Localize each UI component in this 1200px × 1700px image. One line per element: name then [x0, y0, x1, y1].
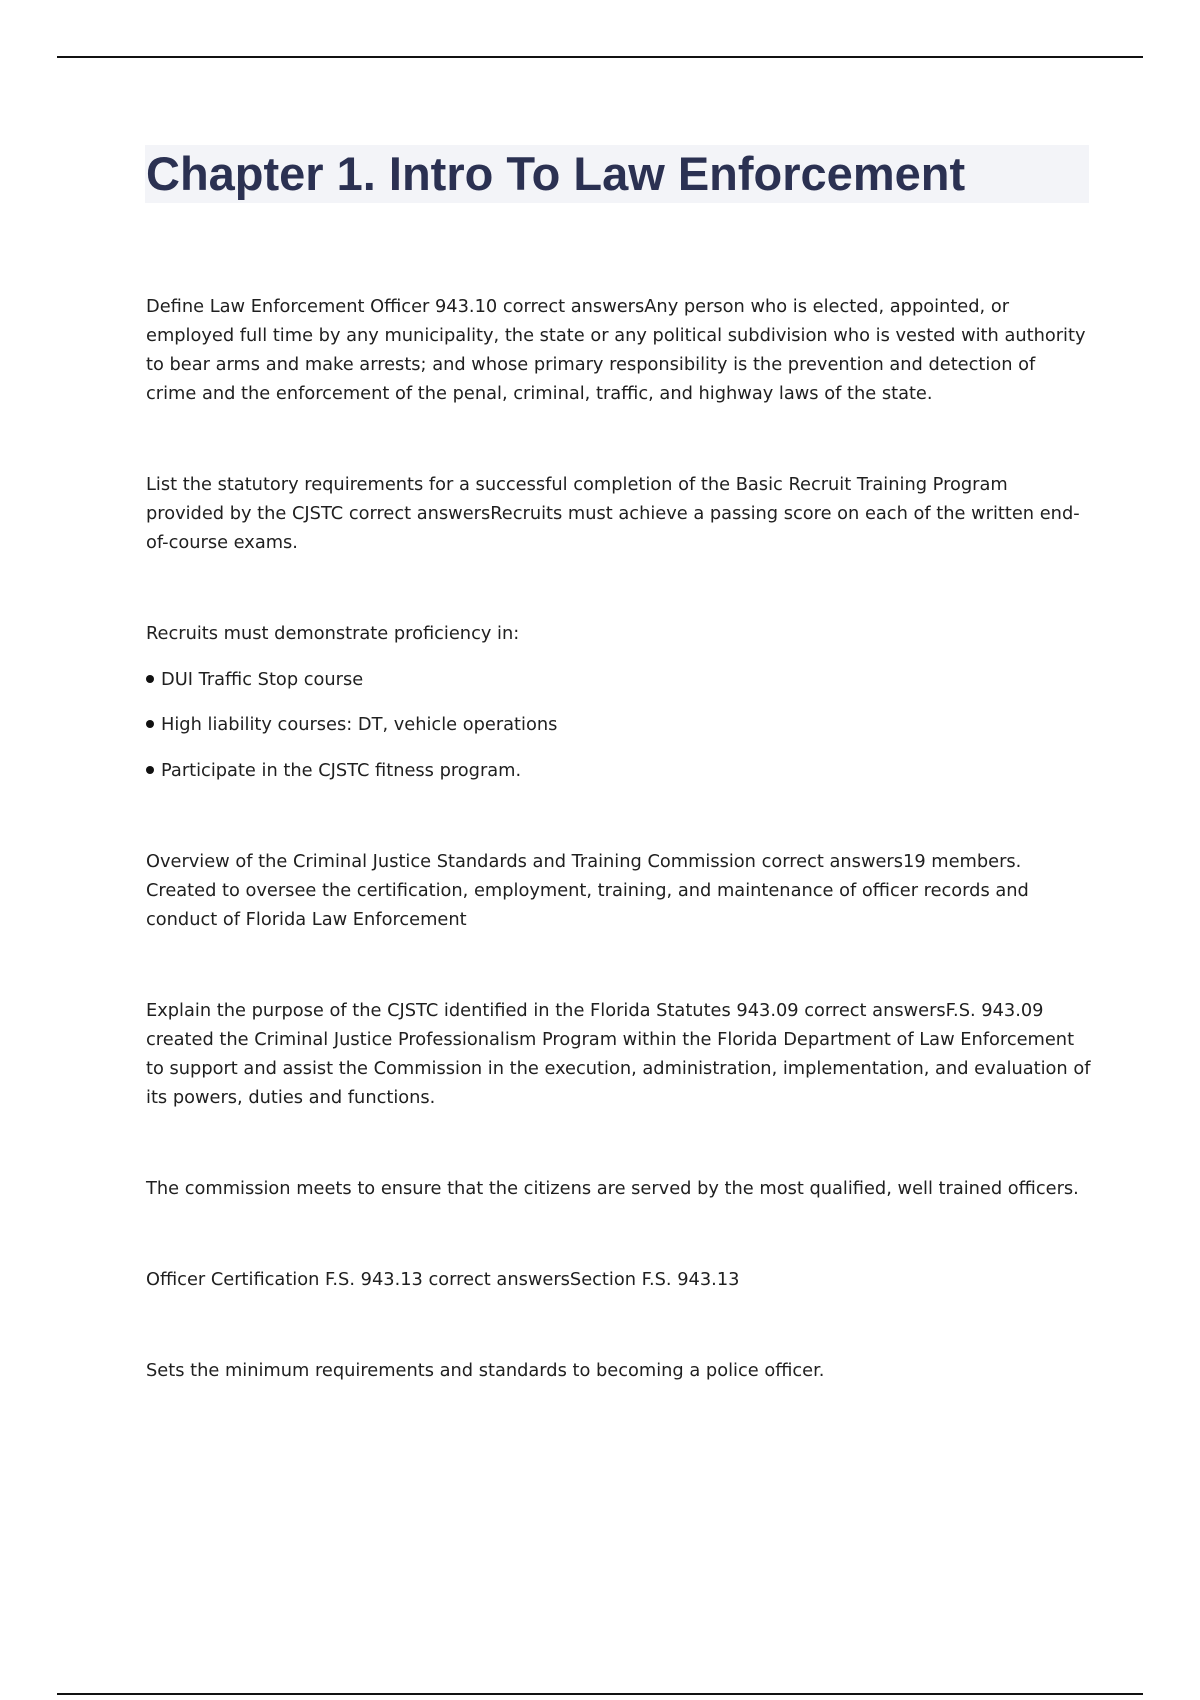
bottom-rule — [57, 1693, 1143, 1695]
bullet-item — [146, 756, 1091, 785]
bullet-text: Participate in the CJSTC fitness program. — [161, 760, 522, 781]
paragraph-statutory-requirements: List the statutory requirements for a successful completion of the Basic Recruit Training Program provided by the CJSTC correct answersRecruits must achieve a passing score on each of the written end-of-course exams. — [146, 474, 1080, 553]
paragraph-cjstc-overview: Overview of the Criminal Justice Standards and Training Commission correct answers19 members. Created to oversee the certification, employment, training, and maintenance of officer records and conduct of Florida Law Enforcement — [146, 851, 1029, 930]
paragraph-minimum-requirements: Sets the minimum requirements and standards to becoming a police officer. — [146, 1360, 825, 1381]
bullet-dot-icon — [146, 720, 154, 728]
bullet-item — [146, 665, 1091, 694]
bullet-text: DUI Traffic Stop course — [161, 669, 364, 690]
bullet-dot-icon — [146, 766, 154, 774]
paragraph-recruits-proficiency: Recruits must demonstrate proficiency in: — [146, 623, 520, 644]
paragraph-officer-certification: Officer Certification F.S. 943.13 correct answersSection F.S. 943.13 — [146, 1269, 740, 1290]
paragraph-commission-meets: The commission meets to ensure that the citizens are served by the most qualified, well trained officers. — [146, 1178, 1079, 1199]
bullet-item — [146, 710, 1091, 739]
paragraph-cjstc-purpose: Explain the purpose of the CJSTC identified in the Florida Statutes 943.09 correct answersF.S. 943.09 created the Criminal Justice Professionalism Program within the Florida Department of Law Enforcement to support and assist the Commission in the execution, administration, implementation, and evaluation of its powers, duties and functions. — [146, 1000, 1091, 1108]
bullet-dot-icon — [146, 675, 154, 683]
top-rule — [57, 56, 1143, 58]
paragraph-law-enforcement-officer: Define Law Enforcement Officer 943.10 correct answersAny person who is elected, appointed, or employed full time by any municipality, the state or any political subdivision who is vested with authority to bear arms and make arrests; and whose primary responsibility is the prevention and detection of crime and the enforcement of the penal, criminal, traffic, and highway laws of the state. — [146, 296, 1086, 404]
page-title: Chapter 1. Intro To Law Enforcement — [146, 147, 966, 200]
bullet-text: High liability courses: DT, vehicle operations — [161, 714, 558, 735]
